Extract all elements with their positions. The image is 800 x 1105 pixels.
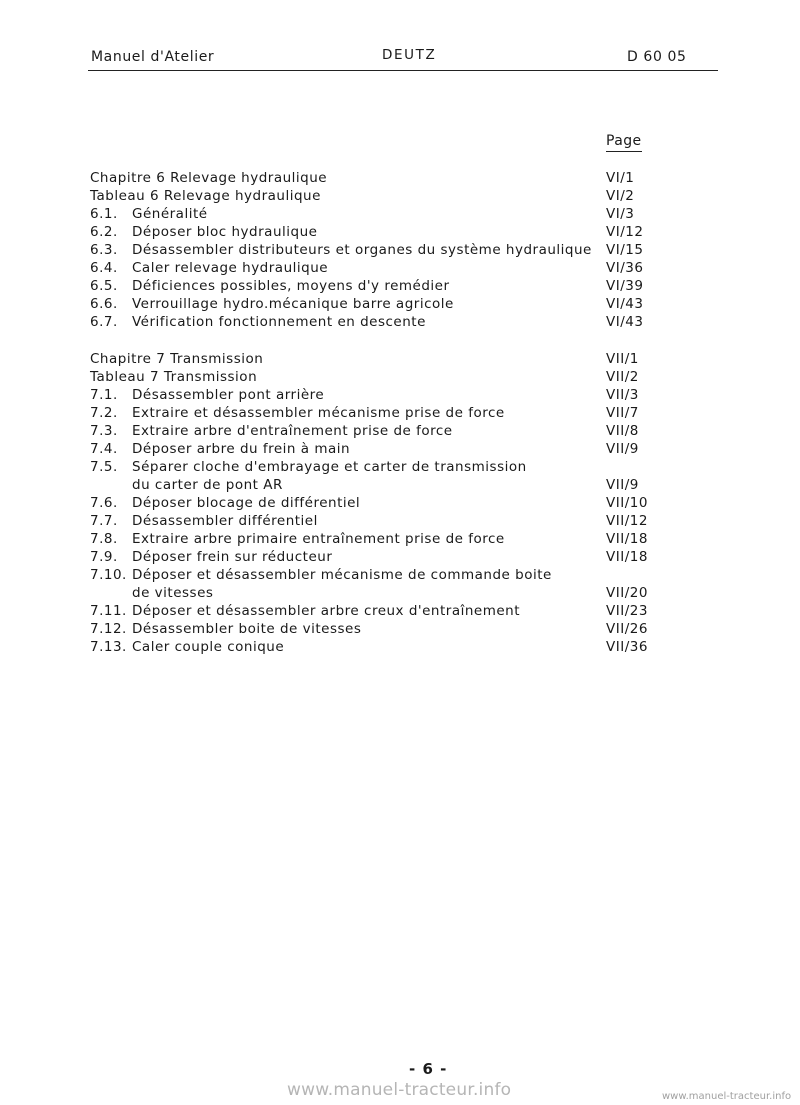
watermark-url: www.manuel-tracteur.info xyxy=(287,1080,512,1100)
toc-row xyxy=(0,476,800,494)
toc-title: Chapitre 7 Transmission xyxy=(90,351,264,367)
toc-title: Extraire et désassembler mécanisme prise de force xyxy=(132,405,505,421)
toc-title: Désassembler distributeurs et organes du système hydraulique xyxy=(132,242,592,258)
toc-page: VII/1 xyxy=(606,351,639,367)
toc-title: Tableau 6 Relevage hydraulique xyxy=(90,188,321,204)
toc-number: 6.2. xyxy=(90,224,118,240)
toc-row xyxy=(0,638,800,656)
toc-page: VII/36 xyxy=(606,639,648,655)
toc-row xyxy=(0,368,800,386)
toc-number: 7.5. xyxy=(90,459,118,475)
toc-title: Déposer blocage de différentiel xyxy=(132,495,361,511)
toc-title: Déposer frein sur réducteur xyxy=(132,549,333,565)
toc-row xyxy=(0,205,800,223)
toc-row xyxy=(0,512,800,530)
toc-row xyxy=(0,440,800,458)
toc-number: 6.4. xyxy=(90,260,118,276)
toc-row xyxy=(0,187,800,205)
toc-title: Caler relevage hydraulique xyxy=(132,260,329,276)
toc-row xyxy=(0,404,800,422)
toc-page: VI/43 xyxy=(606,314,644,330)
toc-row xyxy=(0,620,800,638)
toc-number: 6.5. xyxy=(90,278,118,294)
toc-title: Caler couple conique xyxy=(132,639,285,655)
toc-title: Tableau 7 Transmission xyxy=(90,369,258,385)
toc-number: 6.3. xyxy=(90,242,118,258)
toc-row xyxy=(0,277,800,295)
toc-number: 7.3. xyxy=(90,423,118,439)
page-number: - 6 - xyxy=(409,1060,448,1078)
toc-page: VI/12 xyxy=(606,224,644,240)
toc-page: VII/18 xyxy=(606,549,648,565)
toc-number: 7.6. xyxy=(90,495,118,511)
toc-title: Séparer cloche d'embrayage et carter de transmission xyxy=(132,459,527,475)
toc-title: Déposer et désassembler mécanisme de commande boite xyxy=(132,567,552,583)
toc-number: 7.2. xyxy=(90,405,118,421)
toc-number: 6.7. xyxy=(90,314,118,330)
toc-row xyxy=(0,295,800,313)
toc-title: de vitesses xyxy=(132,585,214,601)
toc-page: VI/1 xyxy=(606,170,635,186)
toc-page: VII/10 xyxy=(606,495,648,511)
toc-page: VI/36 xyxy=(606,260,644,276)
toc-page: VI/43 xyxy=(606,296,644,312)
toc-number: 6.6. xyxy=(90,296,118,312)
toc-row xyxy=(0,566,800,584)
toc-page: VII/8 xyxy=(606,423,639,439)
toc-page: VII/7 xyxy=(606,405,639,421)
toc-page: VII/12 xyxy=(606,513,648,529)
toc-page: VII/9 xyxy=(606,477,639,493)
header-brand: DEUTZ xyxy=(382,47,437,63)
toc-title: Désassembler pont arrière xyxy=(132,387,325,403)
toc-title: Déposer et désassembler arbre creux d'entraînement xyxy=(132,603,521,619)
toc-page: VII/20 xyxy=(606,585,648,601)
toc-number: 7.13. xyxy=(90,639,127,655)
toc-title: du carter de pont AR xyxy=(132,477,283,493)
toc-page: VII/2 xyxy=(606,369,639,385)
toc-row xyxy=(0,584,800,602)
toc-row xyxy=(0,548,800,566)
toc-title: Chapitre 6 Relevage hydraulique xyxy=(90,170,328,186)
toc-title: Désassembler différentiel xyxy=(132,513,318,529)
toc-row xyxy=(0,241,800,259)
toc-page: VII/18 xyxy=(606,531,648,547)
toc-title: Déficiences possibles, moyens d'y remédier xyxy=(132,278,450,294)
header-doc-code: D 60 05 xyxy=(627,49,687,65)
toc-number: 7.9. xyxy=(90,549,118,565)
toc-row xyxy=(0,350,800,368)
toc-page: VII/26 xyxy=(606,621,648,637)
toc-row xyxy=(0,313,800,331)
toc-row xyxy=(0,223,800,241)
toc-title: Généralité xyxy=(132,206,208,222)
header-rule xyxy=(88,70,718,71)
toc-page: VI/3 xyxy=(606,206,635,222)
toc-number: 7.1. xyxy=(90,387,118,403)
toc-page: VI/2 xyxy=(606,188,635,204)
watermark-url-small: www.manuel-tracteur.info xyxy=(662,1091,792,1102)
toc-row xyxy=(0,602,800,620)
toc-row xyxy=(0,259,800,277)
toc-page: VI/39 xyxy=(606,278,644,294)
toc-title: Extraire arbre primaire entraînement prise de force xyxy=(132,531,505,547)
toc-row xyxy=(0,422,800,440)
toc-page: VII/9 xyxy=(606,441,639,457)
toc-row xyxy=(0,458,800,476)
toc-number: 7.10. xyxy=(90,567,127,583)
toc-page: VII/3 xyxy=(606,387,639,403)
toc-title: Déposer arbre du frein à main xyxy=(132,441,351,457)
toc-row xyxy=(0,386,800,404)
toc-row xyxy=(0,169,800,187)
toc-row xyxy=(0,494,800,512)
toc-number: 7.7. xyxy=(90,513,118,529)
toc-page: VII/23 xyxy=(606,603,648,619)
toc-number: 7.12. xyxy=(90,621,127,637)
toc-number: 7.4. xyxy=(90,441,118,457)
toc-title: Verrouillage hydro.mécanique barre agricole xyxy=(132,296,454,312)
toc-page: VI/15 xyxy=(606,242,644,258)
toc-title: Désassembler boite de vitesses xyxy=(132,621,362,637)
toc-title: Extraire arbre d'entraînement prise de force xyxy=(132,423,453,439)
toc-title: Déposer bloc hydraulique xyxy=(132,224,318,240)
toc-title: Vérification fonctionnement en descente xyxy=(132,314,426,330)
page-column-label: Page xyxy=(606,133,642,152)
toc-row xyxy=(0,530,800,548)
header-manual-title: Manuel d'Atelier xyxy=(91,49,215,65)
toc-number: 7.11. xyxy=(90,603,127,619)
toc-number: 7.8. xyxy=(90,531,118,547)
toc-number: 6.1. xyxy=(90,206,118,222)
